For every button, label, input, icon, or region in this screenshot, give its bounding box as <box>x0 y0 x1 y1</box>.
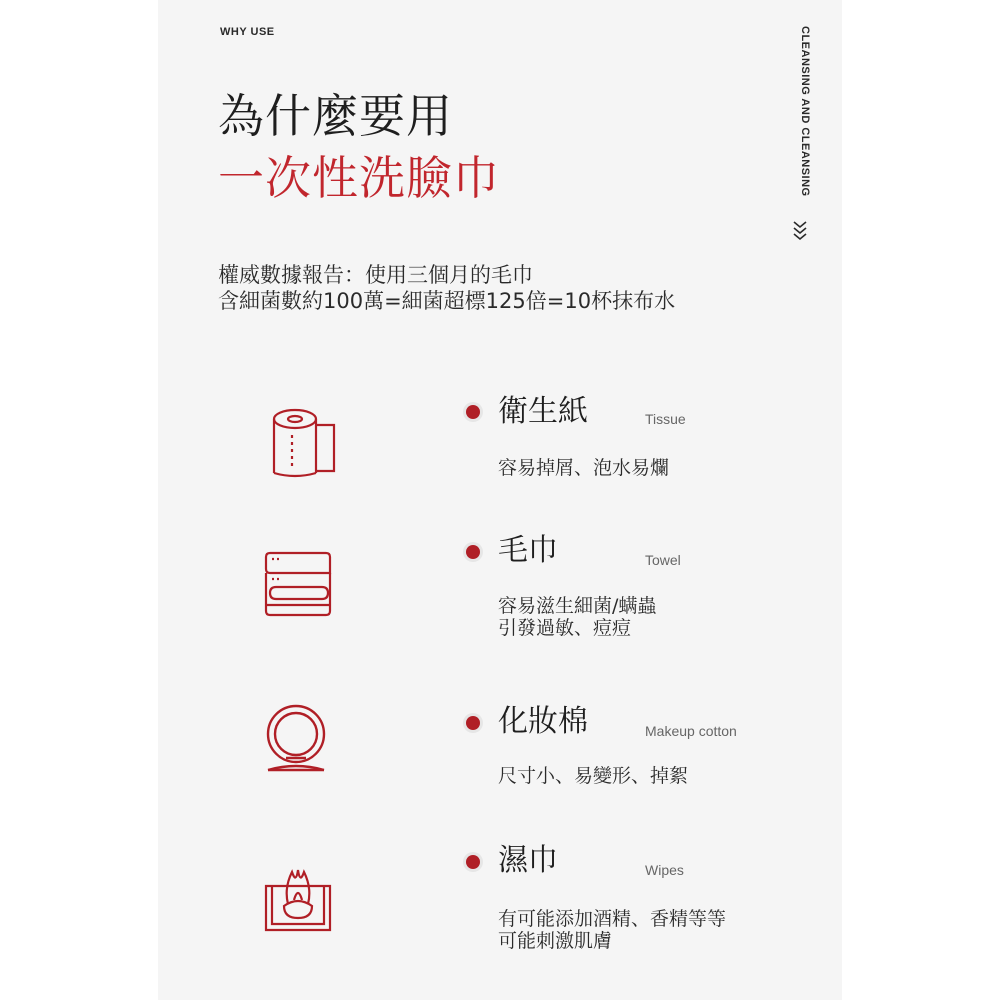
tissue-bullet <box>466 405 480 419</box>
toilet-paper-roll-icon <box>262 405 342 485</box>
item-name-tissue: 衛生紙 <box>498 394 588 429</box>
report-line-2: 含細菌數約100萬=細菌超標125倍=10杯抹布水 <box>218 289 676 313</box>
item-desc-line1: 容易掉屑、泡水易爛 <box>498 457 670 479</box>
chevrons-down-icon <box>790 218 810 248</box>
item-en-tissue: Tissue <box>645 411 686 427</box>
makeup-cotton-bullet <box>466 716 480 730</box>
eyebrow-label: WHY USE <box>220 26 275 38</box>
wipes-bullet <box>466 855 480 869</box>
item-en-wipes: Wipes <box>645 862 684 878</box>
item-desc-towel <box>498 595 656 639</box>
item-desc-wipes <box>498 908 726 952</box>
item-name-makeup-cotton: 化妝棉 <box>498 704 588 739</box>
item-desc-line1: 有可能添加酒精、香精等等 <box>498 908 727 930</box>
item-desc-line2: 引發過敏、痘痘 <box>498 617 632 639</box>
report-text <box>218 262 675 314</box>
item-desc-line1: 容易滋生細菌/螨蟲 <box>498 595 657 617</box>
towel-bullet <box>466 545 480 559</box>
item-desc-tissue <box>498 457 669 479</box>
item-desc-line1: 尺寸小、易變形、掉絮 <box>498 765 689 787</box>
item-desc-makeup-cotton <box>498 765 688 787</box>
page-title-line1: 為什麼要用 <box>218 89 453 143</box>
item-name-wipes: 濕巾 <box>498 843 558 878</box>
side-label: CLEANSING AND CLEANSING <box>799 26 811 197</box>
makeup-cotton-pad-icon <box>258 700 338 780</box>
item-en-makeup-cotton: Makeup cotton <box>645 723 737 739</box>
report-line-1: 權威數據報告：使用三個月的毛巾 <box>218 263 533 287</box>
folded-towel-icon <box>258 545 338 625</box>
page-title-line2: 一次性洗臉巾 <box>218 151 500 205</box>
wet-wipes-pack-icon <box>258 860 338 940</box>
item-desc-line2: 可能刺激肌膚 <box>498 930 613 952</box>
item-name-towel: 毛巾 <box>498 533 558 568</box>
item-en-towel: Towel <box>645 552 681 568</box>
